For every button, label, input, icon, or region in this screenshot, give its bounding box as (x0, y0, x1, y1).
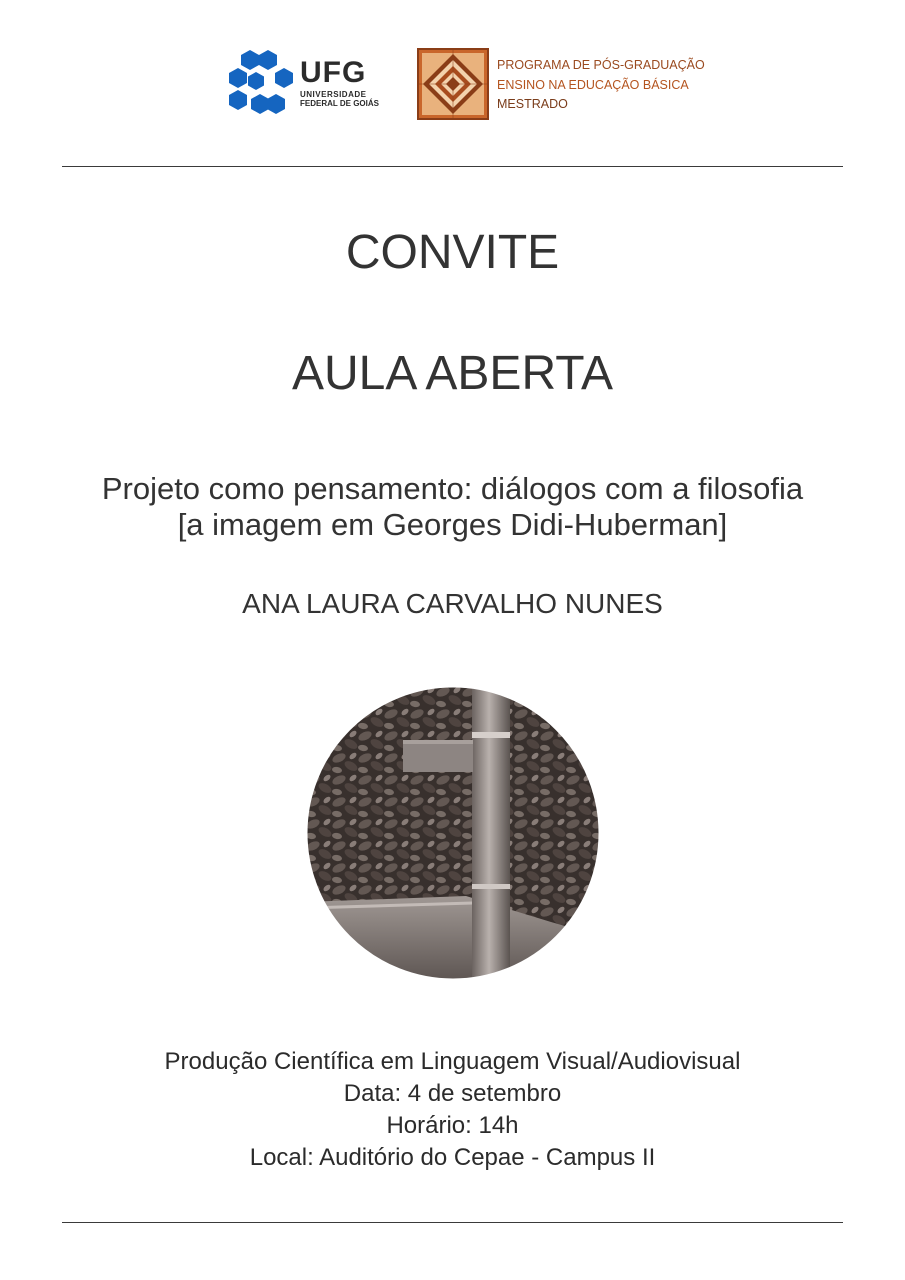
invite-heading: CONVITE (345, 226, 560, 279)
event-type: AULA ABERTA (291, 347, 614, 400)
program-title-line3: MESTRADO (497, 97, 568, 111)
program-emblem-icon (417, 48, 489, 120)
ufg-hexagon (241, 50, 259, 70)
ufg-hexagon (248, 72, 264, 90)
details-date: Data: 4 de setembro (343, 1080, 562, 1107)
program-title-line2: ENSINO NA EDUCAÇÃO BÁSICA (497, 78, 689, 92)
bottom-divider (62, 1222, 843, 1223)
details-time: Horário: 14h (386, 1112, 519, 1139)
ufg-hexagon (229, 68, 247, 88)
top-divider (62, 166, 843, 167)
ufg-subtitle-line1: UNIVERSIDADE (300, 90, 367, 99)
ufg-hexagon (275, 68, 293, 88)
ufg-hexagon (251, 94, 269, 114)
details-area: Produção Científica em Linguagem Visual/Audiovisual (164, 1048, 741, 1075)
ufg-wordmark: UFG (300, 56, 367, 89)
ufg-hexagon (267, 94, 285, 114)
featured-photo (306, 686, 600, 980)
speaker-name: ANA LAURA CARVALHO NUNES (242, 588, 663, 619)
ufg-hexagon (229, 90, 247, 110)
lecture-title-line2: [a imagem em Georges Didi-Huberman] (177, 507, 728, 542)
ufg-hexagon (259, 50, 277, 70)
ufg-subtitle-line2: FEDERAL DE GOIÁS (300, 99, 379, 108)
details-location: Local: Auditório do Cepae - Campus II (249, 1144, 656, 1171)
program-title-line1: PROGRAMA DE PÓS-GRADUAÇÃO (497, 58, 705, 72)
lecture-title-line1: Projeto como pensamento: diálogos com a filosofia (101, 471, 804, 506)
